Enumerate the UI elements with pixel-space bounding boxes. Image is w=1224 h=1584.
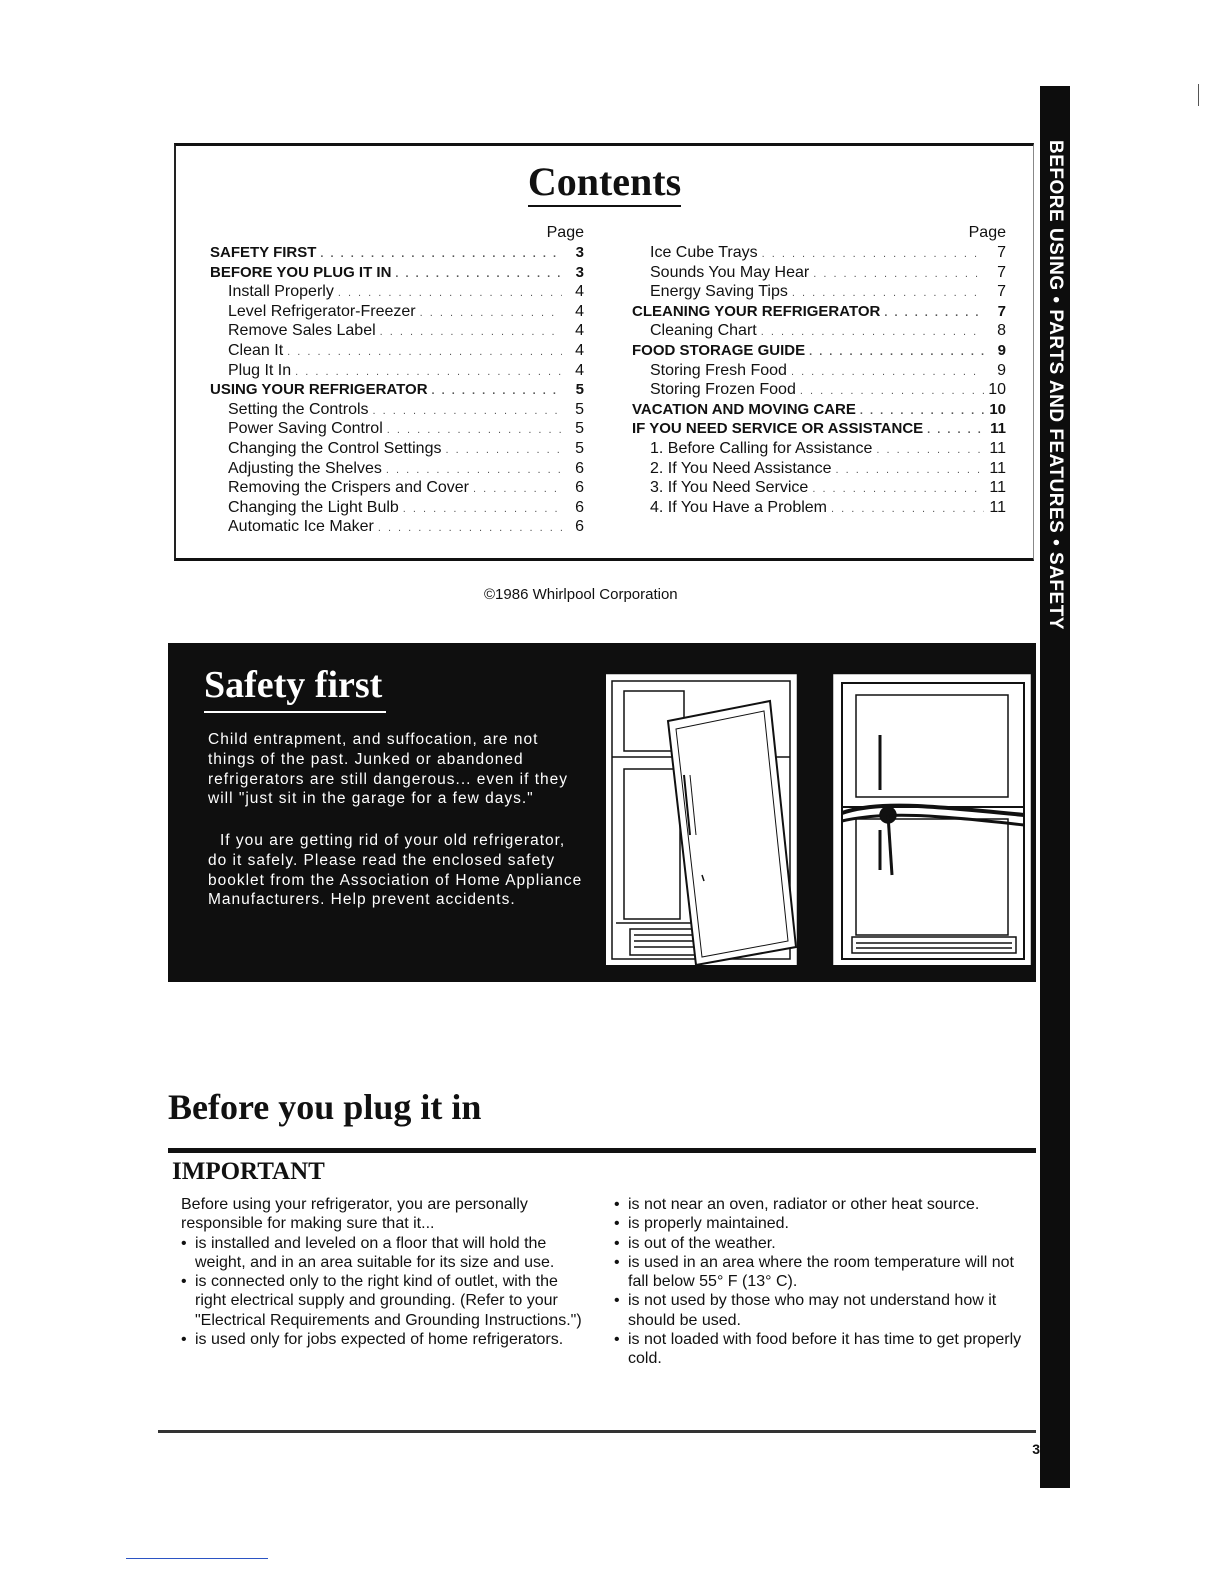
- toc-entry: [210, 478, 584, 498]
- toc-leader-dots: [428, 382, 562, 402]
- safety-paragraph-2: If you are getting rid of your old refrigerator, do it safely. Please read the enclosed safety booklet from the Association of Home Appliance Manufacturers. Help prevent accidents.: [208, 832, 583, 909]
- toc-entry-label: CLEANING YOUR REFRIGERATOR: [632, 302, 881, 320]
- toc-entry-label: Clean It: [228, 341, 284, 359]
- toc-entry: [632, 263, 1006, 283]
- toc-entry-label: 2. If You Need Assistance: [650, 459, 832, 477]
- toc-entry-page: 7: [997, 283, 1006, 301]
- toc-entry: [210, 439, 584, 459]
- toc-leader-dots: [399, 500, 562, 520]
- toc-leader-dots: [827, 500, 984, 520]
- toc-entry-page: 11: [990, 420, 1006, 438]
- toc-entry-page: 6: [575, 479, 584, 497]
- toc-leader-dots: [808, 480, 984, 500]
- toc-entry: [210, 498, 584, 518]
- toc-entry-page: 4: [575, 283, 584, 301]
- toc-left-list: [210, 243, 584, 537]
- toc-entry-page: 5: [575, 420, 584, 438]
- toc-entry: [210, 321, 584, 341]
- toc-entry-label: Plug It In: [228, 361, 292, 379]
- toc-entry: [210, 361, 584, 381]
- toc-entry: [632, 419, 1006, 439]
- toc-entry: [632, 400, 1006, 420]
- bullet-item: • is not used by those who may not understand how it should be used.: [614, 1291, 1026, 1330]
- toc-entry-page: 7: [997, 244, 1006, 261]
- toc-entry-label: USING YOUR REFRIGERATOR: [210, 381, 428, 399]
- toc-leader-dots: [283, 343, 562, 363]
- toc-leader-dots: [441, 441, 562, 461]
- toc-entry: [632, 302, 1006, 322]
- refrigerator-illustration: [606, 665, 1034, 965]
- toc-entry-label: Energy Saving Tips: [650, 283, 788, 301]
- toc-entry-label: Storing Fresh Food: [650, 361, 787, 379]
- bullet-item: • is properly maintained.: [614, 1214, 1026, 1233]
- toc-leader-dots: [872, 441, 984, 461]
- toc-leader-dots: [374, 519, 562, 539]
- toc-entry-label: 1. Before Calling for Assistance: [650, 439, 873, 457]
- important-heading: IMPORTANT: [172, 1158, 325, 1185]
- toc-leader-dots: [376, 323, 562, 343]
- toc-entry-page: 5: [575, 381, 584, 399]
- toc-entry: [632, 243, 1006, 263]
- copyright-notice: ©1986 Whirlpool Corporation: [484, 586, 678, 603]
- toc-entry: [210, 263, 584, 283]
- bullet-item: • is not near an oven, radiator or other heat source.: [614, 1195, 1026, 1214]
- toc-entry-label: BEFORE YOU PLUG IT IN: [210, 263, 392, 281]
- section-divider: [168, 1148, 1036, 1153]
- toc-leader-dots: [880, 304, 984, 324]
- toc-entry: [632, 439, 1006, 459]
- toc-entry: [210, 400, 584, 420]
- toc-leader-dots: [369, 402, 562, 422]
- bullet-item: • is out of the weather.: [614, 1234, 1026, 1253]
- toc-right-list: [632, 243, 1006, 517]
- toc-leader-dots: [923, 421, 984, 441]
- toc-page-header: Page: [968, 224, 1006, 241]
- toc-entry-page: 6: [575, 498, 584, 516]
- toc-entry-label: Power Saving Control: [228, 420, 383, 438]
- toc-left-column: [210, 223, 584, 537]
- toc-entry-label: Adjusting the Shelves: [228, 459, 382, 477]
- toc-entry-label: Sounds You May Hear: [650, 263, 810, 281]
- toc-entry: [632, 361, 1006, 381]
- toc-entry: [632, 282, 1006, 302]
- toc-entry-page: 11: [989, 439, 1006, 457]
- important-left-column: [181, 1195, 593, 1349]
- toc-entry-page: 9: [997, 361, 1006, 379]
- toc-entry-label: Cleaning Chart: [650, 322, 757, 340]
- before-plug-heading: Before you plug it in: [168, 1087, 482, 1127]
- toc-entry-label: 3. If You Need Service: [650, 479, 809, 497]
- toc-entry: [210, 341, 584, 361]
- toc-right-column: [632, 223, 1006, 517]
- toc-entry-page: 5: [575, 439, 584, 457]
- toc-entry-label: Install Properly: [228, 283, 334, 301]
- toc-leader-dots: [831, 461, 984, 481]
- toc-entry: [210, 243, 584, 263]
- toc-entry-page: 10: [988, 381, 1006, 399]
- left-bullet-list: [181, 1234, 593, 1350]
- important-right-column: [614, 1195, 1026, 1369]
- toc-leader-dots: [809, 265, 984, 285]
- toc-entry-page: 11: [989, 498, 1006, 516]
- toc-entry-label: Changing the Light Bulb: [228, 498, 399, 516]
- toc-entry-label: Ice Cube Trays: [650, 244, 758, 261]
- toc-entry-label: Level Refrigerator-Freezer: [228, 302, 416, 320]
- toc-entry: [210, 517, 584, 537]
- footer-link-line: [126, 1558, 268, 1559]
- side-tab-label: BEFORE USING • PARTS AND FEATURES • SAFETY: [1045, 140, 1066, 630]
- right-bullet-list: [614, 1195, 1026, 1369]
- toc-entry-page: 7: [997, 263, 1006, 281]
- page-number: 3: [1032, 1441, 1040, 1457]
- toc-leader-dots: [416, 304, 562, 324]
- toc-entry-label: Setting the Controls: [228, 400, 369, 418]
- toc-entry-page: 5: [575, 400, 584, 418]
- toc-leader-dots: [805, 343, 984, 363]
- toc-entry: [632, 459, 1006, 479]
- toc-entry-label: Automatic Ice Maker: [228, 518, 374, 536]
- safety-paragraph-1: Child entrapment, and suffocation, are not things of the past. Junked or abandoned refrigerators are still dangerous... even if they will "just sit in the garage for a few days.": [208, 731, 569, 808]
- toc-entry-page: 6: [575, 518, 584, 536]
- toc-entry: [210, 302, 584, 322]
- toc-entry-label: Storing Frozen Food: [650, 381, 796, 399]
- toc-leader-dots: [391, 265, 562, 285]
- toc-entry-label: IF YOU NEED SERVICE OR ASSISTANCE: [632, 420, 924, 438]
- bullet-item: • is connected only to the right kind of outlet, with the right electrical supply and grounding. (Refer to your "Electrical Requirements and Grounding Instructions."): [181, 1272, 593, 1330]
- toc-entry-page: 3: [575, 244, 584, 261]
- toc-entry-page: 7: [997, 302, 1006, 320]
- toc-entry-page: 10: [989, 400, 1006, 418]
- contents-title: Contents: [176, 158, 1033, 205]
- toc-entry-page: 4: [575, 302, 584, 320]
- toc-leader-dots: [469, 480, 562, 500]
- toc-entry-page: 4: [575, 341, 584, 359]
- toc-entry-label: SAFETY FIRST: [210, 244, 317, 261]
- toc-entry: [210, 380, 584, 400]
- bottom-divider: [158, 1430, 1036, 1433]
- toc-entry-label: Removing the Crispers and Cover: [228, 479, 469, 497]
- toc-entry-page: 4: [575, 361, 584, 379]
- toc-entry-page: 11: [989, 459, 1006, 477]
- safety-first-panel: [168, 643, 1036, 982]
- toc-entry: [210, 459, 584, 479]
- toc-entry-label: Changing the Control Settings: [228, 439, 442, 457]
- toc-entry: [632, 478, 1006, 498]
- toc-entry-label: VACATION AND MOVING CARE: [632, 400, 856, 418]
- bullet-item: • is used in an area where the room temperature will not fall below 55° F (13° C).: [614, 1253, 1026, 1292]
- toc-entry: [632, 380, 1006, 400]
- toc-page-header: Page: [546, 224, 584, 241]
- bullet-item: • is not loaded with food before it has time to get properly cold.: [614, 1330, 1026, 1369]
- toc-entry: [632, 498, 1006, 518]
- toc-entry: [210, 282, 584, 302]
- toc-entry-page: 11: [989, 479, 1006, 497]
- toc-entry: [632, 341, 1006, 361]
- toc-leader-dots: [787, 363, 984, 383]
- safety-heading: Safety first: [204, 663, 386, 713]
- toc-entry-page: 4: [575, 322, 584, 340]
- bullet-item: • is installed and leveled on a floor that will hold the weight, and in an area suitable for its size and use.: [181, 1234, 593, 1273]
- bullet-item: • is used only for jobs expected of home refrigerators.: [181, 1330, 593, 1349]
- contents-box: [174, 143, 1034, 561]
- margin-mark: [1198, 84, 1199, 106]
- toc-entry-page: 9: [997, 341, 1006, 359]
- toc-entry-label: Remove Sales Label: [228, 322, 376, 340]
- chained-refrigerator-drawing: [834, 675, 1030, 965]
- toc-entry-page: 3: [575, 263, 584, 281]
- toc-entry: [632, 321, 1006, 341]
- open-refrigerator-drawing: [606, 675, 796, 965]
- toc-entry-label: FOOD STORAGE GUIDE: [632, 341, 806, 359]
- toc-entry-label: 4. If You Have a Problem: [650, 498, 827, 516]
- toc-entry: [210, 419, 584, 439]
- toc-entry-page: 8: [997, 322, 1006, 340]
- important-intro: Before using your refrigerator, you are personally responsible for making sure that it...: [181, 1196, 528, 1233]
- toc-entry-page: 6: [575, 459, 584, 477]
